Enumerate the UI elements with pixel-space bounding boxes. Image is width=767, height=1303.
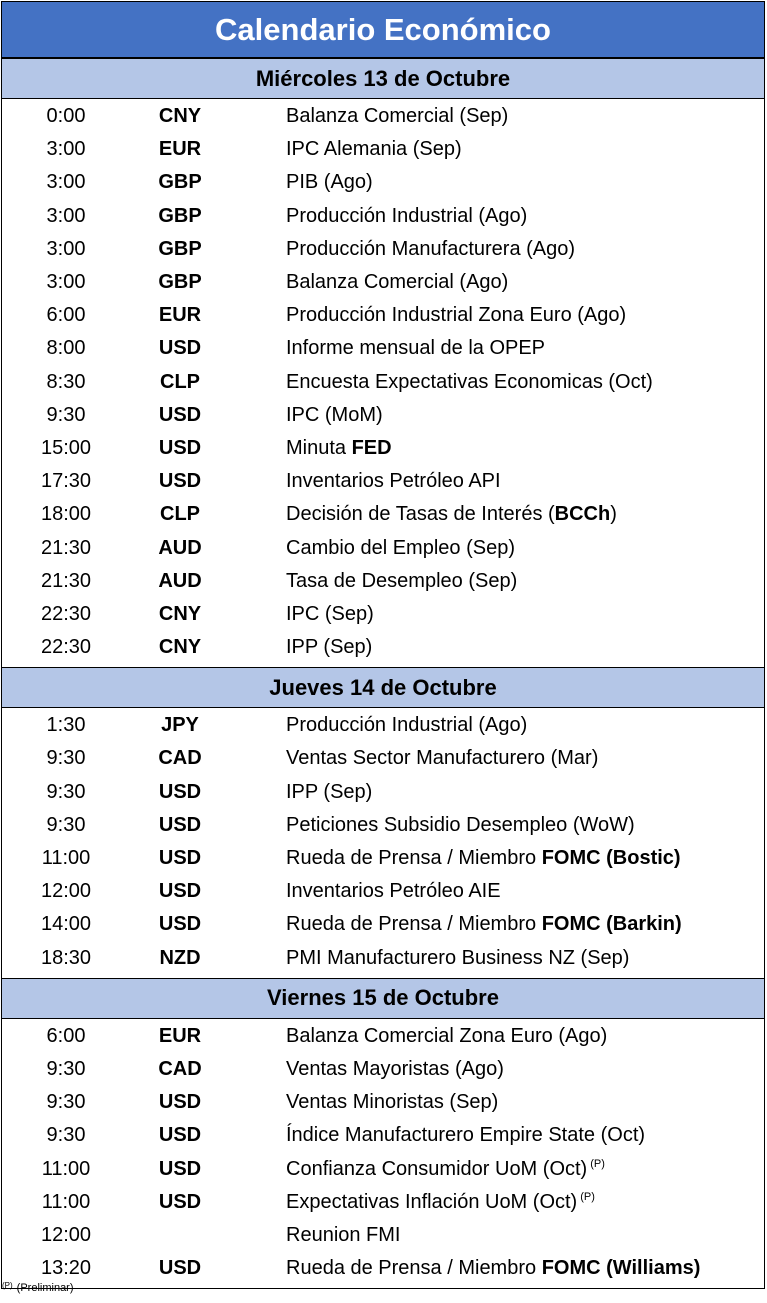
event-currency: CAD <box>158 747 202 770</box>
event-name <box>230 1091 498 1114</box>
event-currency: JPY <box>161 714 199 737</box>
event-row <box>2 842 764 875</box>
event-row <box>2 432 764 465</box>
event-text: Reunion FMI <box>286 1223 401 1246</box>
event-row <box>2 1119 764 1152</box>
economic-calendar <box>1 1 765 1289</box>
event-text: IPC Alemania (Sep) <box>286 138 462 161</box>
event-row <box>2 233 764 266</box>
event-name <box>230 205 527 228</box>
event-text: IPC (MoM) <box>286 403 383 426</box>
event-name <box>230 814 635 837</box>
event-name <box>230 570 517 593</box>
event-list <box>2 99 764 667</box>
event-name <box>230 913 682 936</box>
event-text: Ventas Sector Manufacturero (Mar) <box>286 747 599 770</box>
event-text: Inventarios Petróleo API <box>286 470 501 493</box>
event-name <box>230 603 374 626</box>
event-currency: GBP <box>158 271 202 294</box>
event-currency: USD <box>158 880 202 903</box>
event-time: 9:30 <box>46 813 86 836</box>
event-row <box>2 1152 764 1185</box>
event-time: 9:30 <box>46 1057 86 1080</box>
event-time: 17:30 <box>40 470 92 493</box>
preliminary-mark: (P) <box>580 1190 595 1203</box>
event-time: 1:30 <box>46 714 86 737</box>
event-name <box>230 1158 605 1181</box>
event-time: 6:00 <box>46 1024 86 1047</box>
event-row <box>2 299 764 332</box>
event-currency: AUD <box>158 569 202 592</box>
event-time: 14:00 <box>40 913 92 936</box>
event-currency: USD <box>158 847 202 870</box>
event-time: 0:00 <box>46 105 86 128</box>
event-name <box>230 105 508 128</box>
footnote-mark: (P) <box>2 1281 13 1290</box>
event-currency: USD <box>158 780 202 803</box>
event-row <box>2 133 764 166</box>
event-text: Producción Industrial (Ago) <box>286 714 528 737</box>
event-name <box>230 503 617 526</box>
event-time: 15:00 <box>40 436 92 459</box>
event-text: PMI Manufacturero Business NZ (Sep) <box>286 946 630 969</box>
event-row <box>2 598 764 631</box>
event-bold-text: FOMC (Barkin) <box>541 913 682 936</box>
event-currency: GBP <box>158 237 202 260</box>
event-time: 6:00 <box>46 304 86 327</box>
event-currency: CNY <box>158 105 202 128</box>
event-row <box>2 200 764 233</box>
event-currency: CLP <box>160 503 200 526</box>
event-row <box>2 498 764 531</box>
event-name <box>230 714 527 737</box>
event-time: 3:00 <box>46 171 86 194</box>
event-time: 22:30 <box>40 636 92 659</box>
event-name <box>230 747 598 770</box>
event-currency: CNY <box>158 602 202 625</box>
event-text-after: ) <box>610 503 617 526</box>
event-text: Informe mensual de la OPEP <box>286 337 546 360</box>
event-text: Índice Manufacturero Empire State (Oct) <box>286 1124 646 1147</box>
event-name <box>230 470 501 493</box>
day-header: Miércoles 13 de Octubre <box>2 58 764 99</box>
event-row <box>2 809 764 842</box>
event-currency: USD <box>158 1091 202 1114</box>
event-time: 11:00 <box>41 1190 91 1213</box>
event-row <box>2 1186 764 1219</box>
event-name <box>230 847 681 870</box>
event-name <box>230 138 462 161</box>
event-time: 9:30 <box>46 1091 86 1114</box>
event-time: 9:30 <box>46 403 86 426</box>
event-time: 12:00 <box>40 880 92 903</box>
event-text: Ventas Minoristas (Sep) <box>286 1091 499 1114</box>
event-time: 3:00 <box>46 237 86 260</box>
event-row <box>2 776 764 809</box>
event-time: 22:30 <box>40 602 92 625</box>
event-text: Ventas Mayoristas (Ago) <box>286 1057 504 1080</box>
footnote-text: (Preliminar) <box>16 1282 74 1294</box>
event-currency: CNY <box>158 636 202 659</box>
event-row <box>2 709 764 742</box>
event-currency: CAD <box>158 1057 202 1080</box>
event-time: 13:20 <box>40 1257 92 1280</box>
event-row <box>2 631 764 664</box>
event-text: Minuta <box>286 436 352 459</box>
event-bold-text: BCCh <box>554 503 611 526</box>
event-text: Producción Industrial Zona Euro (Ago) <box>286 304 627 327</box>
preliminary-mark: (P) <box>590 1157 605 1170</box>
day-header: Jueves 14 de Octubre <box>2 667 764 708</box>
event-currency: USD <box>158 813 202 836</box>
event-time: 3:00 <box>46 138 86 161</box>
event-name <box>230 947 629 970</box>
event-currency: EUR <box>158 304 202 327</box>
event-row <box>2 1020 764 1053</box>
event-row <box>2 1086 764 1119</box>
event-name <box>230 271 508 294</box>
event-currency: USD <box>158 1257 202 1280</box>
event-currency: USD <box>158 470 202 493</box>
event-text: IPC (Sep) <box>286 602 374 625</box>
event-text: Producción Industrial (Ago) <box>286 204 528 227</box>
day-header: Viernes 15 de Octubre <box>2 978 764 1019</box>
event-currency: CLP <box>160 370 200 393</box>
event-currency: USD <box>158 1157 202 1180</box>
footnote <box>2 1281 74 1294</box>
event-row <box>2 942 764 975</box>
event-time: 11:00 <box>41 847 91 870</box>
event-text: Confianza Consumidor UoM (Oct) <box>286 1157 588 1180</box>
event-row <box>2 908 764 941</box>
event-name <box>230 1191 595 1214</box>
event-time: 21:30 <box>40 536 92 559</box>
event-name <box>230 636 372 659</box>
event-currency: USD <box>158 1124 202 1147</box>
event-name <box>230 880 501 903</box>
event-text: Balanza Comercial (Ago) <box>286 271 509 294</box>
event-time: 9:30 <box>46 747 86 770</box>
event-text: Cambio del Empleo (Sep) <box>286 536 515 559</box>
event-bold-text: FED <box>351 436 392 459</box>
days-container <box>1 58 765 1289</box>
event-bold-text: FOMC (Williams) <box>541 1257 701 1280</box>
event-currency: EUR <box>158 138 202 161</box>
event-name <box>230 371 653 394</box>
event-time: 9:30 <box>46 780 86 803</box>
event-name <box>230 437 392 460</box>
event-text: Rueda de Prensa / Miembro <box>286 1257 542 1280</box>
event-row <box>2 399 764 432</box>
event-text: Tasa de Desempleo (Sep) <box>286 569 518 592</box>
event-row <box>2 531 764 564</box>
event-name <box>230 1058 504 1081</box>
event-time: 11:00 <box>41 1157 91 1180</box>
event-currency: GBP <box>158 204 202 227</box>
event-time: 8:30 <box>46 370 86 393</box>
event-row <box>2 1252 764 1285</box>
event-name <box>230 337 545 360</box>
day-section <box>1 978 765 1290</box>
event-time: 18:00 <box>40 503 92 526</box>
event-currency: AUD <box>158 536 202 559</box>
event-name <box>230 171 373 194</box>
event-text: Producción Manufacturera (Ago) <box>286 237 576 260</box>
event-name <box>230 1224 401 1247</box>
event-name <box>230 1257 700 1280</box>
day-section <box>1 667 765 978</box>
event-row <box>2 875 764 908</box>
event-currency: USD <box>158 436 202 459</box>
event-currency: USD <box>158 403 202 426</box>
event-text: Encuesta Expectativas Economicas (Oct) <box>286 370 653 393</box>
event-row <box>2 266 764 299</box>
event-name <box>230 1025 607 1048</box>
event-row <box>2 565 764 598</box>
event-bold-text: FOMC (Bostic) <box>541 847 681 870</box>
day-section <box>1 58 765 667</box>
event-currency: GBP <box>158 171 202 194</box>
event-row <box>2 1219 764 1252</box>
event-time: 18:30 <box>40 946 92 969</box>
event-name <box>230 1124 645 1147</box>
event-time: 21:30 <box>40 569 92 592</box>
event-row <box>2 166 764 199</box>
event-list <box>2 708 764 978</box>
event-currency: USD <box>158 1190 202 1213</box>
event-currency: NZD <box>159 946 201 969</box>
event-currency: USD <box>158 337 202 360</box>
event-text: Decisión de Tasas de Interés ( <box>286 503 555 526</box>
calendar-title: Calendario Económico <box>1 1 765 58</box>
event-time: 9:30 <box>46 1124 86 1147</box>
event-name <box>230 238 575 261</box>
event-row <box>2 1053 764 1086</box>
event-time: 8:00 <box>46 337 86 360</box>
event-text: Expectativas Inflación UoM (Oct) <box>286 1190 578 1213</box>
event-time: 3:00 <box>46 271 86 294</box>
event-text: Peticiones Subsidio Desempleo (WoW) <box>286 813 635 836</box>
event-text: Inventarios Petróleo AIE <box>286 880 501 903</box>
event-text: IPP (Sep) <box>286 780 373 803</box>
event-text: Rueda de Prensa / Miembro <box>286 913 542 936</box>
event-name <box>230 537 515 560</box>
event-name <box>230 404 383 427</box>
event-text: Balanza Comercial (Sep) <box>286 105 509 128</box>
event-text: PIB (Ago) <box>286 171 373 194</box>
event-time: 12:00 <box>40 1223 92 1246</box>
event-row <box>2 366 764 399</box>
event-currency: EUR <box>158 1024 202 1047</box>
event-name <box>230 781 372 804</box>
event-row <box>2 465 764 498</box>
event-currency: USD <box>158 913 202 936</box>
event-text: IPP (Sep) <box>286 636 373 659</box>
event-text: Balanza Comercial Zona Euro (Ago) <box>286 1024 608 1047</box>
event-list <box>2 1019 764 1289</box>
event-row <box>2 742 764 775</box>
event-text: Rueda de Prensa / Miembro <box>286 847 542 870</box>
event-name <box>230 304 626 327</box>
event-row <box>2 332 764 365</box>
event-row <box>2 100 764 133</box>
event-time: 3:00 <box>46 204 86 227</box>
